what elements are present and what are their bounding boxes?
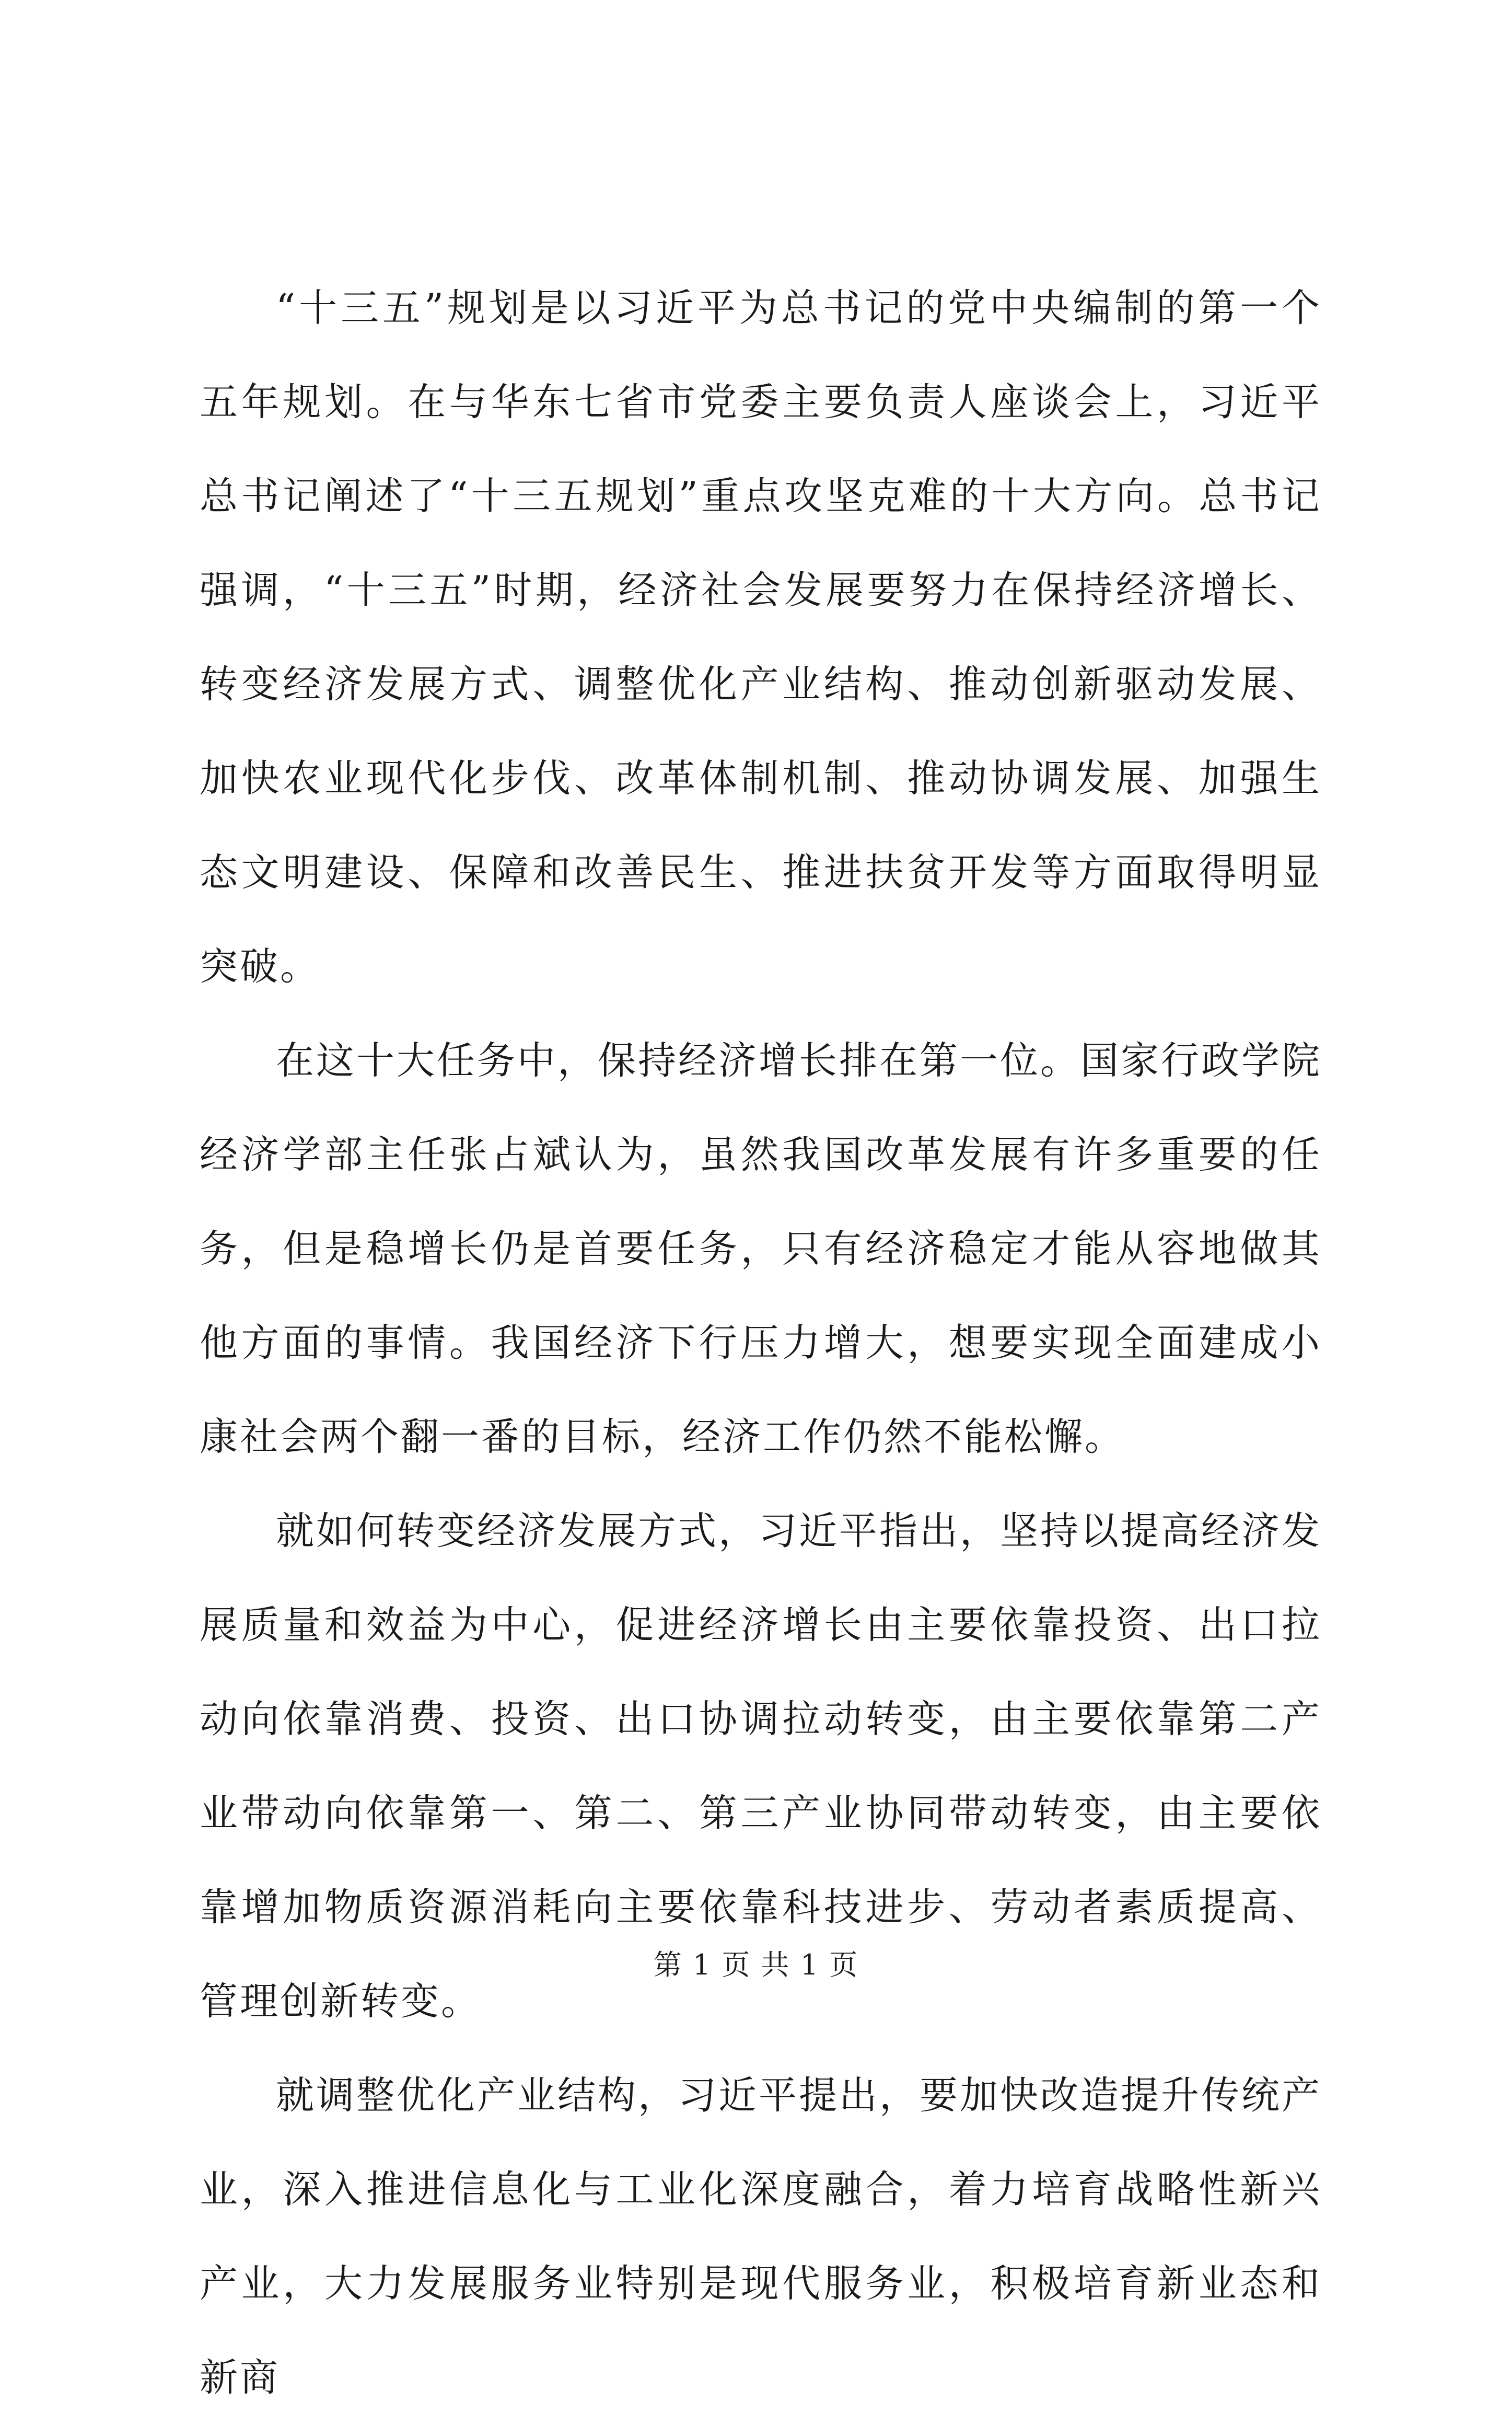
paragraph-3: 就如何转变经济发展方式，习近平指出，坚持以提高经济发展质量和效益为中心，促进经济增长由主要依靠投资、出口拉动向依靠消费、投资、出口协调拉动转变，由主要依靠第二产业带动向依靠第一、第二、第三产业协同带动转变，由主要依靠增加物质资源消耗向主要依靠科技进步、劳动者素质提高、管理创新转变。 [200,1509,1322,2024]
paragraph-2: 在这十大任务中，保持经济增长排在第一位。国家行政学院经济学部主任张占斌认为，虽然我国改革发展有许多重要的任务，但是稳增长仍是首要任务，只有经济稳定才能从容地做其他方面的事情。我国经济下行压力增大，想要实现全面建成小康社会两个翻一番的目标，经济工作仍然不能松懈。 [200,1038,1322,1459]
document-body [200,261,1322,2425]
paragraph-1: “十三五”规划是以习近平为总书记的党中央编制的第一个五年规划。在与华东七省市党委主要负责人座谈会上，习近平总书记阐述了“十三五规划”重点攻坚克难的十大方向。总书记强调，“十三五”时期，经济社会发展要努力在保持经济增长、转变经济发展方式、调整优化产业结构、推动创新驱动发展、加快农业现代化步伐、改革体制机制、推动协调发展、加强生态文明建设、保障和改善民生、推进扶贫开发等方面取得明显突破。 [200,286,1322,989]
paragraph-4: 就调整优化产业结构，习近平提出，要加快改造提升传统产业，深入推进信息化与工业化深度融合，着力培育战略性新兴产业，大力发展服务业特别是现代服务业，积极培育新业态和新商 [200,2073,1322,2400]
page-number-footer: 第 1 页 共 1 页 [653,1948,859,1981]
